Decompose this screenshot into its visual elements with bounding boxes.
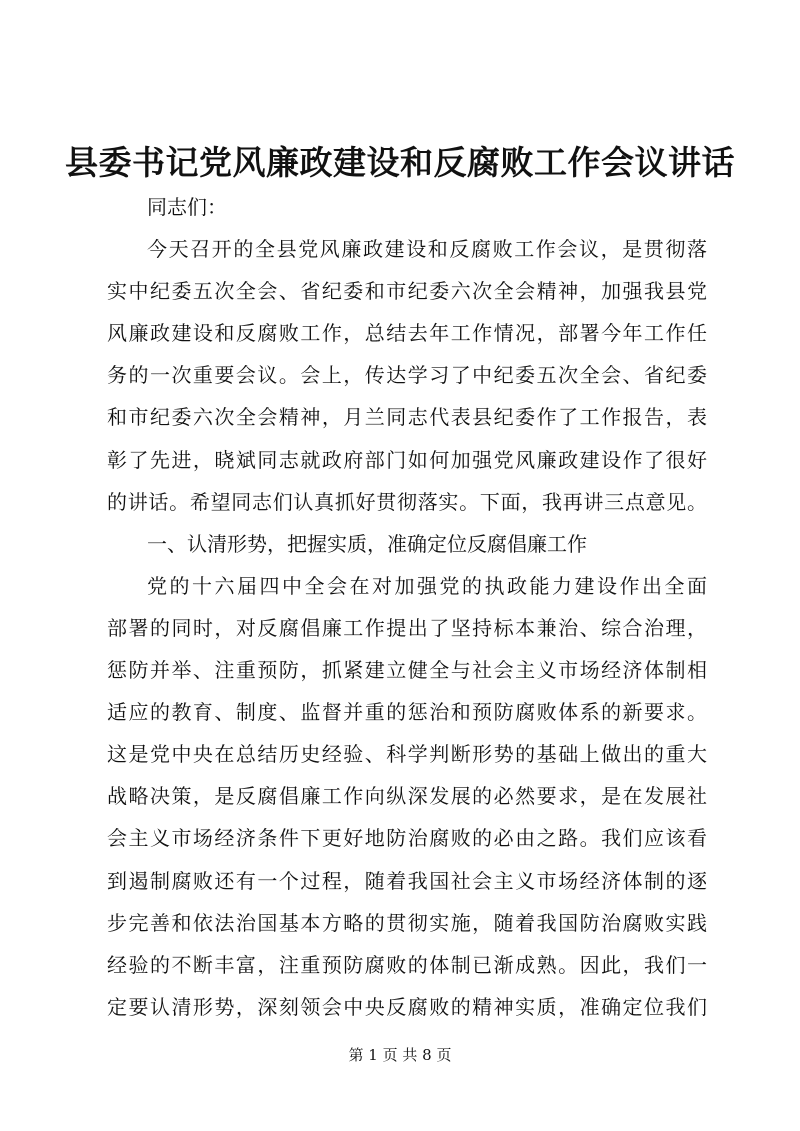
document-title: 县委书记党风廉政建设和反腐败工作会议讲话 (65, 143, 735, 182)
paragraph-line: 党的十六届四中全会在对加强党的执政能力建设作出全面 (147, 573, 707, 598)
paragraph-line: 部署的同时，对反腐倡廉工作提出了坚持标本兼治、综合治理， (107, 615, 707, 640)
paragraph-line: 务的一次重要会议。会上，传达学习了中纪委五次全会、省纪委 (107, 363, 707, 388)
paragraph-line: 和市纪委六次全会精神，月兰同志代表县纪委作了工作报告，表 (107, 405, 707, 430)
document-body (107, 186, 707, 1028)
paragraph-line: 到遏制腐败还有一个过程，随着我国社会主义市场经济体制的逐 (107, 868, 707, 893)
paragraph-line: 战略决策，是反腐倡廉工作向纵深发展的必然要求，是在发展社 (107, 784, 707, 809)
paragraph-line: 实中纪委五次全会、省纪委和市纪委六次全会精神，加强我县党 (107, 279, 707, 304)
paragraph-line: 适应的教育、制度、监督并重的惩治和预防腐败体系的新要求。 (107, 700, 707, 725)
page-number-footer: 第 1 页 共 8 页 (348, 1046, 452, 1064)
paragraph-line: 定要认清形势，深刻领会中央反腐败的精神实质，准确定位我们 (107, 994, 707, 1019)
paragraph-line: 今天召开的全县党风廉政建设和反腐败工作会议，是贯彻落 (147, 237, 707, 262)
paragraph-line: 这是党中央在总结历史经验、科学判断形势的基础上做出的重大 (107, 742, 707, 767)
paragraph-line: 惩防并举、注重预防，抓紧建立健全与社会主义市场经济体制相 (107, 658, 707, 683)
paragraph-line: 步完善和依法治国基本方略的贯彻实施，随着我国防治腐败实践 (107, 910, 707, 935)
paragraph-line: 的讲话。希望同志们认真抓好贯彻落实。下面，我再讲三点意见。 (107, 489, 707, 514)
paragraph-line: 会主义市场经济条件下更好地防治腐败的必由之路。我们应该看 (107, 826, 707, 851)
paragraph-line: 经验的不断丰富，注重预防腐败的体制已渐成熟。因此，我们一 (107, 952, 707, 977)
salutation-line: 同志们： (147, 195, 227, 219)
section-heading: 一、认清形势，把握实质，准确定位反腐倡廉工作 (147, 531, 587, 556)
paragraph-line: 彰了先进，晓斌同志就政府部门如何加强党风廉政建设作了很好 (107, 447, 707, 472)
paragraph-line: 风廉政建设和反腐败工作，总结去年工作情况，部署今年工作任 (107, 321, 707, 346)
